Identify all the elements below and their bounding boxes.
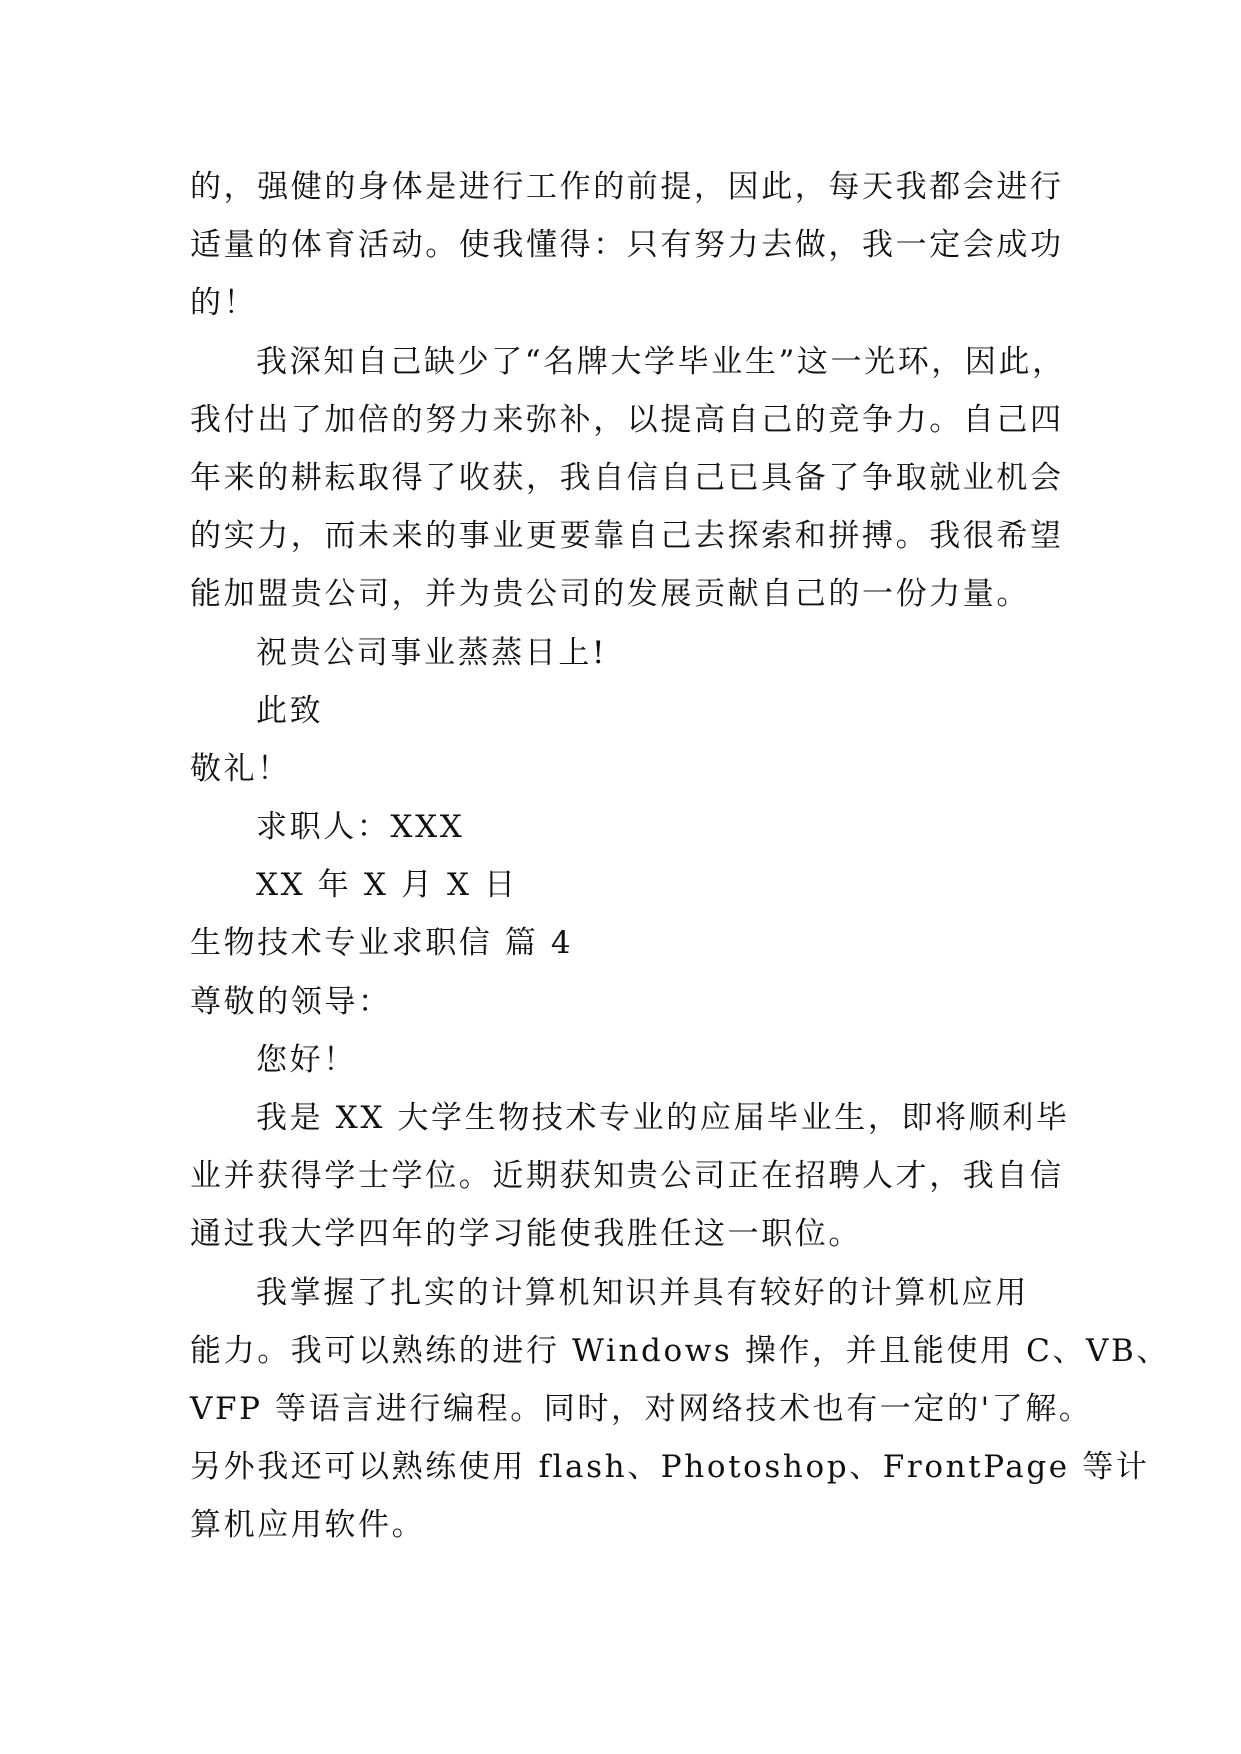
text-line: 求职人：XXX <box>256 809 465 846</box>
text-line: XX 年 X 月 X 日 <box>256 867 518 904</box>
text-line: 年来的耕耘取得了收获，我自信自己已具备了争取就业机会 <box>190 459 1064 496</box>
text-line: 此致 <box>256 692 324 729</box>
text-line: 生物技术专业求职信 篇 4 <box>190 925 574 962</box>
text-line: 的，强健的身体是进行工作的前提，因此，每天我都会进行 <box>190 169 1064 205</box>
text-line: 尊敬的领导： <box>190 983 392 1020</box>
text-line: VFP 等语言进行编程。同时，对网络技术也有一定的'了解。 <box>190 1390 1093 1427</box>
text-line: 的！ <box>190 285 258 322</box>
text-line: 我掌握了扎实的计算机知识并具有较好的计算机应用 <box>256 1274 1029 1311</box>
text-line: 另外我还可以熟练使用 flash、Photoshop、FrontPage 等计 <box>190 1449 1150 1486</box>
text-line: 祝贵公司事业蒸蒸日上! <box>256 634 608 671</box>
letter-text <box>190 158 1170 1555</box>
text-line: 敬礼！ <box>190 750 291 787</box>
text-line: 的实力，而未来的事业更要靠自己去探索和拼搏。我很希望 <box>190 518 1064 555</box>
text-line: 通过我大学四年的学习能使我胜任这一职位。 <box>190 1216 862 1253</box>
text-line: 您好！ <box>256 1041 357 1078</box>
text-line: 我付出了加倍的努力来弥补，以提高自己的竞争力。自己四 <box>190 401 1064 438</box>
text-line: 算机应用软件。 <box>190 1507 426 1544</box>
text-line: 业并获得学士学位。近期获知贵公司正在招聘人才，我自信 <box>190 1158 1064 1195</box>
text-line: 我是 XX 大学生物技术专业的应届毕业生，即将顺利毕 <box>256 1100 1070 1136</box>
text-line: 能力。我可以熟练的进行 Windows 操作，并且能使用 C、VB、 <box>190 1332 1170 1369</box>
text-line: 适量的体育活动。使我懂得：只有努力去做，我一定会成功 <box>190 227 1064 264</box>
text-line: 我深知自己缺少了“名牌大学毕业生”这一光环，因此， <box>256 343 1066 380</box>
text-line: 能加盟贵公司，并为贵公司的发展贡献自己的一份力量。 <box>190 576 1030 613</box>
